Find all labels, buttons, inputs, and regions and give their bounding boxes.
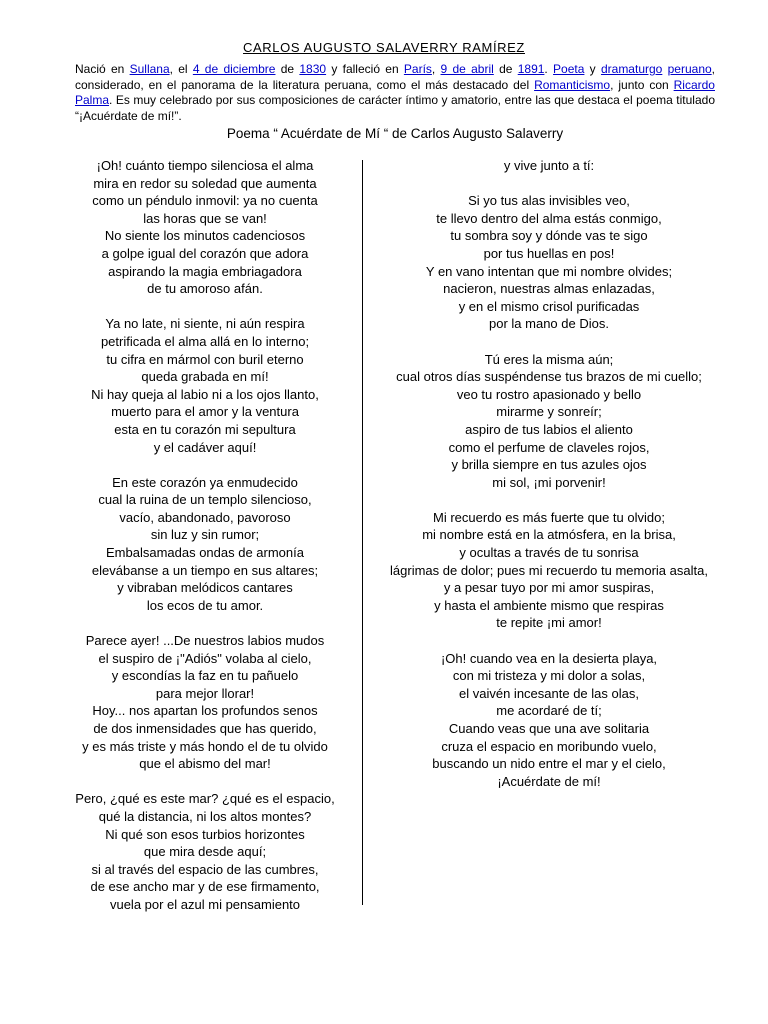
- page-title: CARLOS AUGUSTO SALAVERRY RAMÍREZ: [243, 40, 525, 55]
- poem-line: el suspiro de ¡"Adiós" volaba al cielo,: [98, 650, 312, 666]
- poem-column-right: [370, 157, 728, 790]
- bio-text: y falleció en: [326, 62, 404, 76]
- poem-line: y hasta el ambiente mismo que respiras: [434, 597, 664, 613]
- poem-line: y el cadáver aquí!: [153, 439, 257, 455]
- bio-link[interactable]: dramaturgo: [600, 62, 663, 76]
- poem-line: Embalsamadas ondas de armonía: [105, 545, 304, 561]
- poem-line: te llevo dentro del alma estás conmigo,: [436, 210, 662, 226]
- poem-line: aspirando la magia embriagadora: [108, 263, 302, 279]
- bio-text: Nació en: [75, 62, 130, 76]
- poem-line: Ya no late, ni siente, ni aún respira: [105, 316, 305, 332]
- poem-line: te repite ¡mi amor!: [496, 615, 602, 631]
- poem-line: Cuando veas que una ave solitaria: [448, 721, 650, 736]
- poem-line: los ecos de tu amor.: [146, 597, 264, 613]
- poem-line: por tus huellas en pos!: [483, 245, 615, 261]
- poem-line: vacío, abandonado, pavoroso: [119, 509, 291, 525]
- poem-line: petrificada el alma allá en lo interno;: [100, 333, 310, 349]
- poem-stanza-right: [370, 650, 728, 791]
- column-divider: [362, 160, 363, 905]
- poem-line: Ni qué son esos turbios horizontes: [105, 826, 305, 842]
- poem-line: de tu amoroso afán.: [147, 281, 263, 297]
- poem-stanza-left: [52, 632, 358, 773]
- poem-line: No siente los minutos cadenciosos: [104, 228, 306, 244]
- poem-line: mi nombre está en la atmósfera, en la brisa,: [422, 527, 676, 543]
- poem-stanza-right: [370, 157, 728, 175]
- poem-line: y vive junto a tí:: [503, 158, 595, 173]
- bio-link[interactable]: 1891: [517, 62, 545, 76]
- bio-link[interactable]: peruano: [667, 62, 712, 76]
- poem-line: que mira desde aquí;: [143, 844, 267, 860]
- bio-link[interactable]: 9 de abril: [440, 62, 494, 76]
- bio-link[interactable]: Sullana: [129, 62, 170, 76]
- poem-stanza-left: [52, 157, 358, 298]
- poem-line: sin luz y sin rumor;: [150, 527, 260, 543]
- bio-text: . Es muy celebrado por sus composiciones de carácter íntimo y amatorio, entre las que destaca el poema titulado “¡Acuérdate de mí!”.: [75, 93, 715, 123]
- poem-line: de dos inmensidades que has querido,: [93, 721, 317, 736]
- bio-text: de: [493, 62, 518, 76]
- poem-line: Ni hay queja al labio ni a los ojos llanto,: [91, 386, 319, 402]
- poem-line: aspiro de tus labios el aliento: [465, 421, 633, 437]
- poem-line: mi sol, ¡mi porvenir!: [492, 474, 606, 490]
- bio-text: ,: [431, 62, 441, 76]
- poem-line: las horas que se van!: [143, 210, 267, 226]
- poem-stanza-left: [52, 474, 358, 615]
- poem-stanza-right: [370, 351, 728, 492]
- poem-line: y ocultas a través de tu sonrisa: [459, 545, 639, 561]
- poem-stanza-right: [370, 192, 728, 333]
- poem-line: para mejor llorar!: [155, 685, 255, 701]
- poem-line: tu cifra en mármol con buril eterno: [106, 351, 304, 367]
- poem-line: cual la ruina de un templo silencioso,: [98, 492, 312, 508]
- poem-line: elevábanse a un tiempo en sus altares;: [91, 562, 319, 578]
- poem-line: y vibraban melódicos cantares: [117, 580, 293, 596]
- poem-line: me acordaré de tí;: [496, 703, 602, 719]
- poem-line: muerto para el amor y la ventura: [111, 404, 299, 420]
- biography-paragraph: [75, 62, 715, 124]
- poem-line: ¡Acuérdate de mí!: [497, 773, 601, 789]
- poem-line: si al través del espacio de las cumbres,: [91, 861, 319, 877]
- poem-line: esta en tu corazón mi sepultura: [114, 421, 296, 437]
- poem-line: el vaivén incesante de las olas,: [459, 685, 639, 701]
- poem-line: nacieron, nuestras almas enlazadas,: [443, 281, 655, 297]
- poem-line: mira en redor su soledad que aumenta: [93, 175, 317, 191]
- poem-line: y escondías la faz en tu pañuelo: [111, 668, 299, 684]
- poem-line: vuela por el azul mi pensamiento: [109, 896, 301, 912]
- bio-text: y: [584, 62, 601, 76]
- poem-line: queda grabada en mí!: [141, 369, 269, 385]
- poem-line: qué la distancia, ni los altos montes?: [98, 808, 312, 824]
- poem-line: Mi recuerdo es más fuerte que tu olvido;: [433, 509, 665, 525]
- poem-stanza-left: [52, 315, 358, 456]
- poem-line: Y en vano intentan que mi nombre olvides;: [425, 263, 673, 279]
- bio-text: .: [544, 62, 554, 76]
- poem-stanza-right: [370, 509, 728, 632]
- poem-line: cual otros días suspéndense tus brazos de mi cuello;: [396, 369, 702, 385]
- poem-line: En este corazón ya enmudecido: [112, 474, 298, 490]
- bio-link[interactable]: París: [403, 62, 432, 76]
- bio-link[interactable]: 4 de diciembre: [192, 62, 276, 76]
- poem-line: y en el mismo crisol purificadas: [458, 298, 640, 314]
- poem-line: de ese ancho mar y de ese firmamento,: [90, 879, 320, 895]
- poem-heading: Poema “ Acuérdate de Mí “ de Carlos Augusto Salaverry: [226, 126, 564, 141]
- bio-link[interactable]: Romanticismo: [534, 77, 611, 92]
- poem-line: que el abismo del mar!: [139, 756, 271, 772]
- bio-link[interactable]: Poeta: [553, 62, 585, 76]
- poem-line: mirarme y sonreír;: [496, 404, 602, 420]
- poem-line: a golpe igual del corazón que adora: [101, 245, 309, 261]
- poem-line: tu sombra soy y dónde vas te sigo: [450, 228, 648, 244]
- bio-link[interactable]: Ricardo Palma: [75, 77, 715, 107]
- poem-line: por la mano de Dios.: [489, 316, 609, 332]
- poem-line: cruza el espacio en moribundo vuelo,: [441, 738, 657, 754]
- poem-line: ¡Oh! cuando vea en la desierta playa,: [440, 650, 658, 666]
- poem-line: veo tu rostro apasionado y bello: [456, 386, 642, 402]
- poem-line: Tú eres la misma aún;: [484, 351, 614, 367]
- poem-line: ¡Oh! cuánto tiempo silenciosa el alma: [96, 158, 314, 173]
- bio-text: de: [275, 62, 300, 76]
- poem-line: y es más triste y más hondo el de tu olvido: [82, 738, 328, 754]
- poem-line: Pero, ¿qué es este mar? ¿qué es el espacio,: [75, 791, 335, 807]
- poem-line: Hoy... nos apartan los profundos senos: [92, 703, 318, 719]
- bio-text: , el: [169, 62, 193, 76]
- bio-link[interactable]: 1830: [299, 62, 327, 76]
- poem-line: y a pesar tuyo por mi amor suspiras,: [443, 580, 655, 596]
- poem-line: buscando un nido entre el mar y el cielo,: [432, 756, 666, 772]
- poem-line: Parece ayer! ...De nuestros labios mudos: [85, 633, 325, 649]
- poem-line: y brilla siempre en tus azules ojos: [451, 457, 647, 473]
- poem-column-left: [52, 157, 358, 914]
- poem-line: con mi tristeza y mi dolor a solas,: [452, 668, 646, 684]
- bio-text: , junto con: [610, 77, 674, 92]
- bio-text: , considerado, en el panorama de la literatura peruana, como el más destacado del: [75, 62, 716, 92]
- poem-line: Si yo tus alas invisibles veo,: [468, 193, 630, 209]
- poem-line: lágrimas de dolor; pues mi recuerdo tu memoria asalta,: [390, 562, 708, 578]
- poem-line: como el perfume de claveles rojos,: [448, 439, 650, 455]
- poem-line: como un péndulo inmovil: ya no cuenta: [92, 193, 318, 209]
- poem-stanza-left: [52, 790, 358, 913]
